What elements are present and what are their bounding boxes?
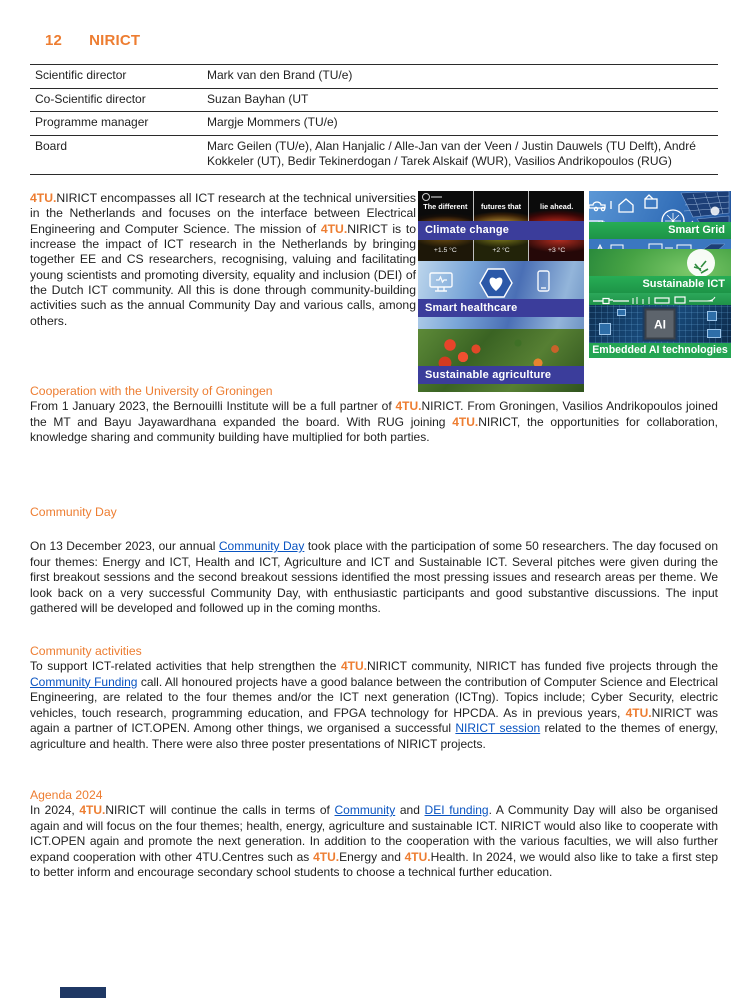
climate-temperature-tiles [418, 240, 584, 261]
theme-banner-sustainable-ict: Sustainable ICT [589, 276, 731, 293]
brand-4tu-text: 4TU. [404, 849, 431, 864]
chip-icon [707, 311, 717, 321]
hyperlink[interactable]: NIRICT session [455, 721, 541, 736]
text-run: call. All honoured projects have a good balance between the contribution of Computer Science and Electrical Engineering, are related to the four themes and/or the ICT next generation (ICTng). Topics include; Cyber Security, electric vehicles, touch research, programming education, and FPGA technology for HPCDA. As in previous years, [30, 674, 718, 720]
pylon-icon [597, 245, 603, 249]
climate-tile [529, 191, 584, 221]
text-run: On 13 December 2023, our annual [30, 539, 219, 553]
factory-icon [645, 199, 657, 208]
monitor-icon [430, 273, 452, 287]
temp-label: +2 °C [474, 240, 529, 261]
text-run: NIRICT was again a partner of ICT.OPEN. Among other things, we organised a successful [30, 705, 718, 736]
climate-video-tiles [418, 191, 584, 221]
plug-icon [593, 299, 629, 304]
paragraph [30, 539, 718, 617]
brand-4tu-text: 4TU. [452, 414, 479, 429]
tile-caption: futures that [480, 202, 522, 211]
chip-icon [617, 309, 626, 316]
temp-label: +3 °C [529, 240, 584, 261]
brand-4tu-text: 4TU. [341, 659, 368, 673]
section-heading: Community activities [30, 644, 142, 658]
page-footer-mark [60, 987, 106, 998]
text-run: took place with the participation of some 50 researchers. The day focused on four themes: Energy and ICT, Health and ICT, Agriculture and ICT and Sustainable ICT. Several pitches were given during the first breakout sessions and the second breakout sessions identified the most pressing issues and research areas per theme. We look back on a very successful Community Day, with enthusiastic participants and good substantive discussions. The input gathered will be developed and followed up in the coming months. [30, 539, 718, 616]
brand-4tu-text: 4TU. [625, 705, 652, 720]
chip-icon [707, 329, 721, 338]
table-row [30, 89, 718, 113]
text-run: NIRICT community, NIRICT has funded five projects through the [367, 659, 718, 673]
embedded-ai-block [589, 293, 731, 356]
text-run: To support ICT-related activities that help strengthen the [30, 659, 341, 673]
text-run: and [395, 803, 425, 817]
theme-banner-smart-grid: Smart Grid [589, 222, 731, 239]
text-run: Health. In 2024, we would also like to take a first step to better inform and encourage secondary school students to choose a technical further education. [30, 849, 719, 880]
section-title: NIRICT [89, 32, 141, 49]
sustainable-ict-block [589, 239, 731, 293]
table-row [30, 65, 718, 89]
table-label: Scientific director [35, 68, 127, 82]
text-run: In 2024, [30, 803, 80, 817]
text-run: . A Community Day will also be organised again and will focus on the four themes; health, energy, agriculture and sustainable ICT. NIRICT would also like to cooperate with ICT.OPEN again and promote the next generation. In addition to the cooperation with the various faculties, we will also further expand cooperation with other 4TU.Centres such as [30, 803, 718, 864]
text-run: related to the themes of energy, agriculture and health. There were also three poster presentations of NIRICT projects. [30, 721, 718, 751]
circuit-board-image [589, 305, 731, 343]
heart-hexagon-icon [480, 269, 512, 297]
intro-section [30, 191, 734, 392]
table-label: Programme manager [35, 115, 149, 129]
theme-banner-climate-change: Climate change [418, 221, 584, 240]
temp-label: +1.5 °C [418, 240, 473, 261]
table-label: Co-Scientific director [35, 91, 146, 106]
brand-4tu-text: 4TU. [395, 399, 422, 413]
video-logo-icon [422, 193, 430, 201]
section-number: 12 [45, 32, 63, 49]
healthcare-icons [426, 267, 576, 301]
climate-tile [418, 191, 473, 221]
brand-4tu-text: 4TU. [313, 849, 340, 864]
monitor-icon [649, 244, 662, 249]
brand-4tu-text: 4TU. [320, 221, 348, 236]
page-title [45, 32, 140, 49]
theme-collages [418, 191, 731, 392]
text-run: Energy and [339, 849, 405, 864]
text-run: From 1 January 2023, the Bernouilli Institute will be a full partner of [30, 399, 396, 413]
table-value: Marc Geilen (TU/e), Alan Hanjalic / Alle-Jan van der Veen / Justin Dauwels (TU Delft), André Kokkeler (UT), Bedir Tekinerdogan / Tarek Alskaif (WUR), Vasilios Andrikopoulos (RUG) [207, 138, 696, 168]
smart-healthcare-block [418, 261, 584, 329]
section-community-day-heading [30, 505, 718, 520]
intro-paragraph [30, 191, 416, 392]
table-value: Suzan Bayhan (UT [207, 91, 309, 106]
sun-glare-icon [711, 207, 720, 216]
sustainable-agriculture-block [418, 329, 584, 392]
text-run: NIRICT, the opportunities for collaboration, knowledge sharing and community building have multiplied for both parties. [30, 414, 718, 445]
section-community-activities [30, 644, 718, 753]
smart-grid-block [589, 191, 731, 239]
collage-ict-themes-right [589, 191, 731, 392]
section-groningen [30, 384, 718, 446]
paragraph [30, 803, 718, 881]
paragraph [30, 399, 718, 446]
smartphone-icon [538, 271, 549, 291]
hyperlink[interactable]: Community Day [218, 539, 305, 553]
hyperlink[interactable]: Community Funding [30, 674, 138, 689]
theme-banner-sustainable-agriculture: Sustainable agriculture [418, 366, 584, 384]
text-run: NIRICT will continue the calls in terms of [105, 803, 335, 817]
theme-banner-smart-healthcare: Smart healthcare [418, 299, 584, 317]
table-value: Margje Mommers (TU/e) [207, 115, 338, 129]
tile-caption: The different [423, 202, 468, 211]
table-row [30, 136, 718, 175]
collage-ict-themes-left [418, 191, 584, 392]
section-agenda-2024 [30, 788, 718, 881]
text-run: NIRICT. From Groningen, Vasilios Andrikopoulos joined the MT and Bayu Jayawardhana expanded the board. With RUG joining [30, 399, 718, 429]
table-label: Board [35, 138, 68, 153]
house-icon [619, 199, 633, 212]
section-heading: Cooperation with the University of Groningen [30, 384, 273, 398]
section-heading: Agenda 2024 [30, 788, 103, 802]
section-community-day-body [30, 539, 718, 617]
hyperlink[interactable]: DEI funding [424, 803, 489, 817]
chip-icon [655, 298, 669, 303]
chip-icon [599, 323, 611, 335]
factory-icon [611, 245, 623, 249]
hyperlink[interactable]: Community [334, 803, 396, 817]
climate-tile [474, 191, 529, 221]
climate-change-block [418, 191, 584, 261]
text-run: NIRICT is to increase the impact of ICT research in the Netherlands by bringing together EE and CS researchers, recognising, valuing and facilitating young scientists and promoting diversity, equality and inclusion (DEI) of the Dutch ICT community. All this is done through community-building activities such as the annual Community Day and various calls, among others. [30, 221, 417, 328]
text-run: NIRICT encompasses all ICT research at the technical universities in the Netherlands and focuses on the interface between Electrical Engineering and Computer Science. The mission of [30, 191, 416, 236]
tile-caption: lie ahead. [540, 202, 574, 211]
theme-banner-embedded-ai: Embedded AI technologies [589, 343, 731, 358]
brand-4tu-text: 4TU. [30, 191, 57, 205]
table-row [30, 112, 718, 136]
paragraph [30, 659, 718, 753]
plug-strip [589, 293, 731, 305]
table-value: Mark van den Brand (TU/e) [207, 68, 353, 82]
ai-chip: AI [645, 309, 676, 340]
brand-4tu-text: 4TU. [79, 803, 106, 817]
section-heading: Community Day [30, 505, 117, 519]
info-table [30, 64, 718, 175]
